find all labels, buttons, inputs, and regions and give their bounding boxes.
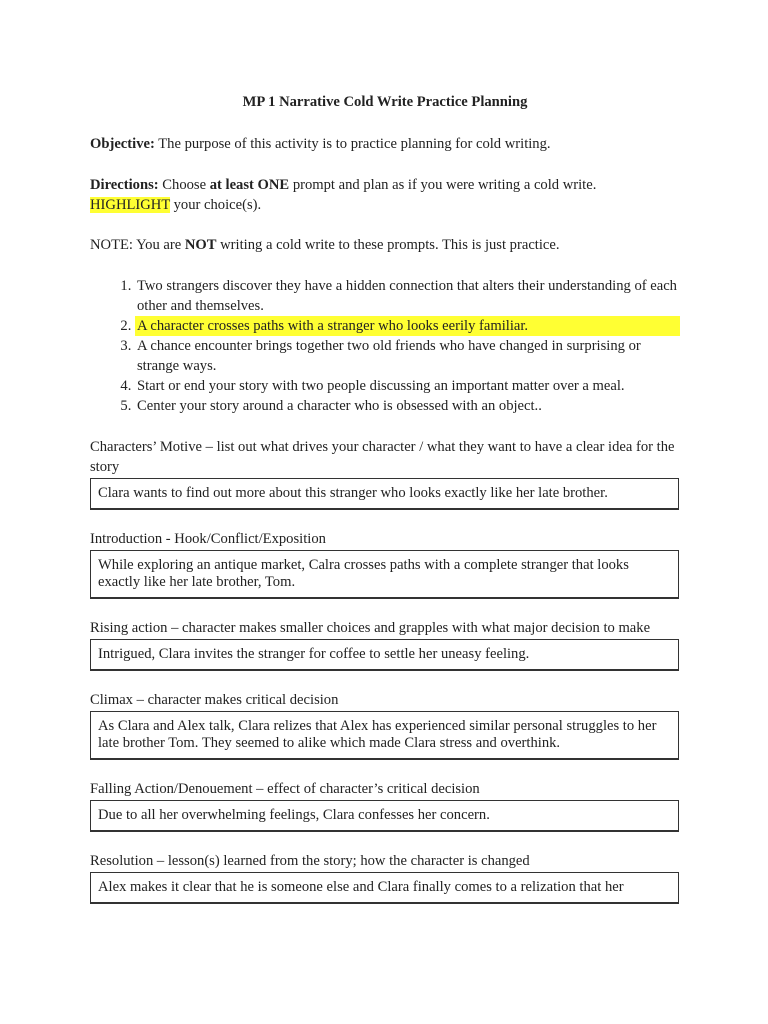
objective-text: The purpose of this activity is to practice planning for cold writing. <box>154 136 551 152</box>
objective-label: Objective: <box>90 136 155 152</box>
climax-answer-box[interactable]: As Clara and Alex talk, Clara relizes that Alex has experienced similar personal struggles to her late brother Tom. They seemed to alike which made Clara stress and overthink. <box>90 711 679 760</box>
prompt-item <box>135 396 680 416</box>
motive-label: Characters’ Motive – list out what drives your character / what they want to have a clear idea for the story <box>90 439 675 475</box>
prompt-text: A character crosses paths with a stranger who looks eerily familiar. <box>137 318 529 334</box>
directions-label: Directions: <box>90 177 159 193</box>
document-page <box>90 92 680 904</box>
falling-action-label: Falling Action/Denouement – effect of character’s critical decision <box>90 781 480 797</box>
prompt-item <box>135 276 680 316</box>
prompt-text: A chance encounter brings together two old friends who have changed in surprising or strange ways. <box>137 338 641 374</box>
directions-paragraph <box>90 175 680 215</box>
prompt-list <box>90 276 680 416</box>
note-text: writing a cold write to these prompts. This is just practice. <box>216 237 560 253</box>
page-title: MP 1 Narrative Cold Write Practice Planning <box>242 94 528 110</box>
prompt-item <box>135 336 680 376</box>
directions-text: your choice(s). <box>169 197 262 213</box>
rising-action-label: Rising action – character makes smaller choices and grapples with what major decision to make <box>90 620 651 636</box>
introduction-answer-box[interactable]: While exploring an antique market, Calra crosses paths with a complete stranger that looks exactly like her late brother, Tom. <box>90 550 679 599</box>
note-emphasis: NOT <box>184 237 217 253</box>
motive-answer-box[interactable]: Clara wants to find out more about this stranger who looks exactly like her late brother. <box>90 478 679 510</box>
prompt-text: Two strangers discover they have a hidden connection that alters their understanding of each other and themselves. <box>137 278 677 314</box>
climax-label: Climax – character makes critical decision <box>90 692 339 708</box>
directions-text: Choose <box>158 177 210 193</box>
resolution-answer-box[interactable]: Alex makes it clear that he is someone else and Clara finally comes to a relization that her <box>90 872 679 904</box>
prompt-text: Center your story around a character who is obsessed with an object.. <box>137 398 542 414</box>
falling-action-answer-box[interactable]: Due to all her overwhelming feelings, Clara confesses her concern. <box>90 800 679 832</box>
prompt-item <box>135 376 680 396</box>
note-text: NOTE: You are <box>90 237 185 253</box>
prompt-text: Start or end your story with two people discussing an important matter over a meal. <box>137 378 625 394</box>
highlight-word: HIGHLIGHT <box>90 197 170 213</box>
directions-text: prompt and plan as if you were writing a cold write. <box>289 177 597 193</box>
rising-action-answer-box[interactable]: Intrigued, Clara invites the stranger for coffee to settle her uneasy feeling. <box>90 639 679 671</box>
resolution-label: Resolution – lesson(s) learned from the story; how the character is changed <box>90 853 530 869</box>
note-paragraph <box>90 235 680 255</box>
directions-emphasis: at least ONE <box>209 177 290 193</box>
prompt-item-highlighted <box>135 316 680 336</box>
introduction-label: Introduction - Hook/Conflict/Exposition <box>90 531 326 547</box>
objective-paragraph <box>90 134 680 154</box>
